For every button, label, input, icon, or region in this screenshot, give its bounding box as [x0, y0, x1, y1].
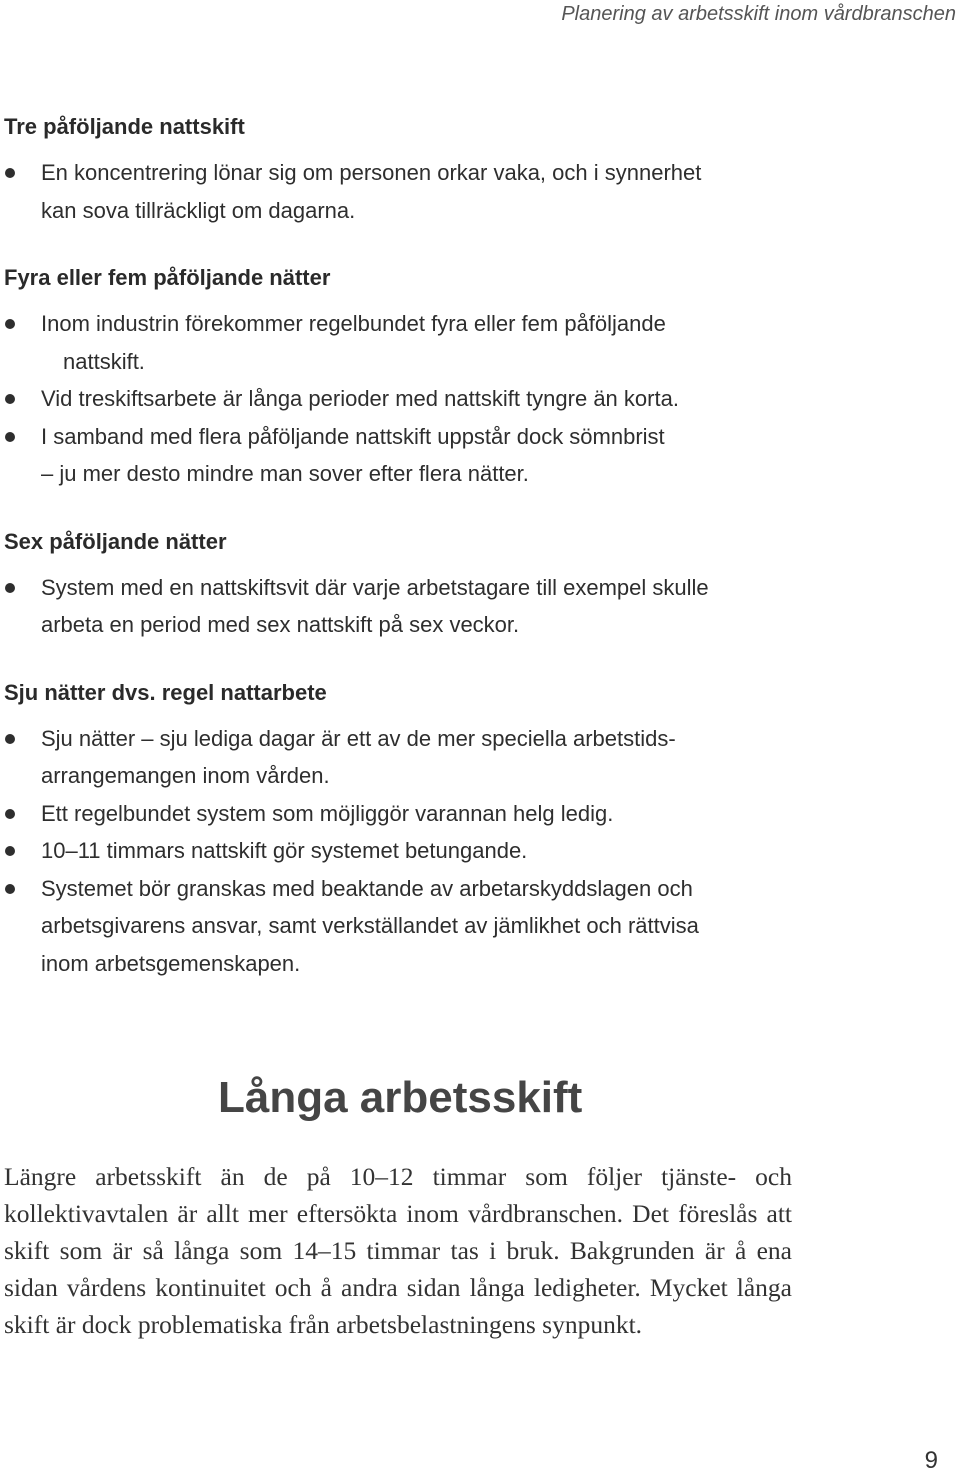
- bullet-list: [4, 154, 804, 229]
- bullet-icon: [5, 809, 15, 819]
- section-sju-natter: [4, 678, 804, 983]
- list-item: Systemet bör granskas med beaktande av arbetarskyddslagen och arbetsgivarens ansvar, samt verkställandet av jämlikhet och rättvisa inom arbetsgemenskapen.: [4, 870, 804, 983]
- bullet-icon: [5, 432, 15, 442]
- list-item: Vid treskiftsarbete är långa perioder med nattskift tyngre än korta.: [4, 380, 804, 418]
- list-item: I samband med flera påföljande nattskift uppstår dock sömnbrist – ju mer desto mindre man sover efter flera nätter.: [4, 418, 804, 493]
- section-heading: Sex påföljande nätter: [4, 528, 227, 554]
- bullet-list: [4, 305, 804, 493]
- long-shifts-title: Långa arbetsskift: [218, 1073, 583, 1122]
- list-item: En koncentrering lönar sig om personen orkar vaka, och i synnerhet kan sova tillräckligt om dagarna.: [4, 154, 804, 229]
- page-number: 9: [924, 1447, 938, 1474]
- list-item: Sju nätter – sju lediga dagar är ett av de mer speciella arbetstids- arrangemangen inom vården.: [4, 720, 804, 795]
- list-item: Ett regelbundet system som möjliggör varannan helg ledig.: [4, 795, 804, 833]
- section-sex-natter: [4, 527, 804, 644]
- section-tre-nattskift: [4, 112, 804, 229]
- bullet-icon: [5, 319, 15, 329]
- bullet-list: [4, 569, 804, 644]
- bullet-icon: [5, 168, 15, 178]
- bullet-content: [4, 112, 804, 1016]
- list-item: Inom industrin förekommer regelbundet fyra eller fem påföljande nattskift.: [4, 305, 804, 380]
- running-header: Planering av arbetsskift inom vårdbranschen: [561, 3, 956, 25]
- section-heading: Fyra eller fem påföljande nätter: [4, 265, 331, 290]
- section-fyra-fem-natter: [4, 263, 804, 493]
- long-shifts-paragraph: Längre arbetsskift än de på 10–12 timmar som följer tjänste- och kollektivavtalen är allt mer eftersökta inom vårdbranschen. Det föreslås att skift som är så långa som 14–15 timmar tas i bruk. Bakgrunden är å ena sidan vårdens kontinuitet och å andra sidan långa ledigheter. Mycket långa skift är dock problematiska från arbetsbelastningens synpunkt.: [4, 1162, 792, 1339]
- bullet-icon: [5, 734, 15, 744]
- section-heading: Tre påföljande nattskift: [4, 114, 245, 139]
- bullet-list: [4, 720, 804, 983]
- list-item: System med en nattskiftsvit där varje arbetstagare till exempel skulle arbeta en period med sex nattskift på sex veckor.: [4, 569, 804, 644]
- section-heading: Sju nätter dvs. regel nattarbete: [4, 679, 327, 705]
- bullet-icon: [5, 583, 15, 593]
- bullet-icon: [5, 846, 15, 856]
- bullet-icon: [5, 884, 15, 894]
- bullet-icon: [5, 394, 15, 404]
- list-item: 10–11 timmars nattskift gör systemet betungande.: [4, 832, 804, 870]
